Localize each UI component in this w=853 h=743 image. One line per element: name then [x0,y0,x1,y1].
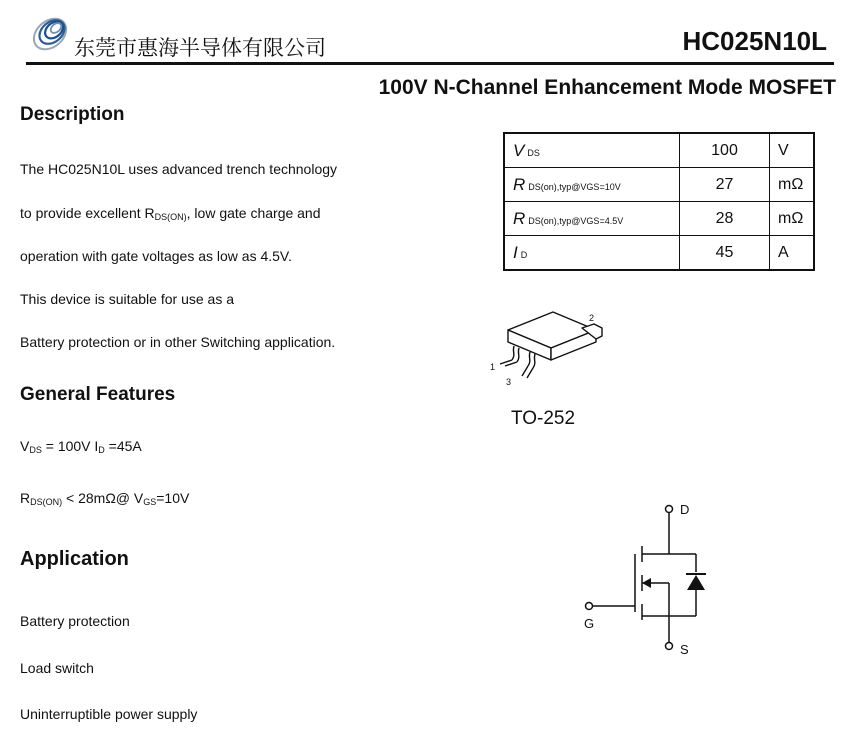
application-item: Uninterruptible power supply [20,706,198,722]
source-label: S [680,642,689,657]
features-heading: General Features [20,384,176,405]
spec-value: 45 [680,236,770,271]
spec-symbol: I D [504,236,680,271]
description-heading: Description [20,104,125,125]
feature-line: $R_{DS(ON)}$ < 28mΩ@ $V_{GS}=10V$ [20,490,190,507]
to252-package-drawing [478,300,618,400]
table-row [504,168,814,202]
drain-label: D [680,502,690,517]
mosfet-schematic [580,496,720,671]
spec-value: 27 [680,168,770,202]
feature-line: $V_{DS} = 100V$ $I_D =45A$ [20,438,142,455]
spec-value: 100 [680,133,770,168]
spec-symbol: R DS(on),typ@VGS=4.5V [504,202,680,236]
table-row [504,236,814,271]
company-logo [28,10,76,59]
pin2-label: 2 [589,313,595,323]
application-heading: Application [20,548,129,570]
spec-unit: A [770,236,815,271]
header-divider [26,62,834,65]
product-subtitle: 100V N-Channel Enhancement Mode MOSFET [378,76,836,99]
pin1-label: 1 [490,362,496,372]
spec-unit: V [770,133,815,168]
gate-label: G [584,616,595,631]
spec-value: 28 [680,202,770,236]
package-label: TO-252 [511,408,576,429]
spec-symbol: R DS(on),typ@VGS=10V [504,168,680,202]
spec-unit: mΩ [770,202,815,236]
description-line: The HC025N10L uses advanced trench technology [20,161,338,177]
spec-unit: mΩ [770,168,815,202]
application-item: Load switch [20,660,94,676]
application-item: Battery protection [20,613,130,629]
table-row [504,202,814,236]
part-number: HC025N10L [682,26,827,56]
description-line: to provide excellent $R_{DS(ON)}$, low gate charge and [20,205,321,222]
table-row [504,133,814,168]
pin3-label: 3 [506,377,512,387]
spec-symbol: V DS [504,133,680,168]
description-line: operation with gate voltages as low as 4.5V. [20,248,292,264]
description-line: Battery protection or in other Switching application. [20,334,336,350]
description-line: This device is suitable for use as a [20,291,234,307]
key-specs-table [503,132,815,271]
company-name: 东莞市惠海半导体有限公司 [74,36,326,60]
